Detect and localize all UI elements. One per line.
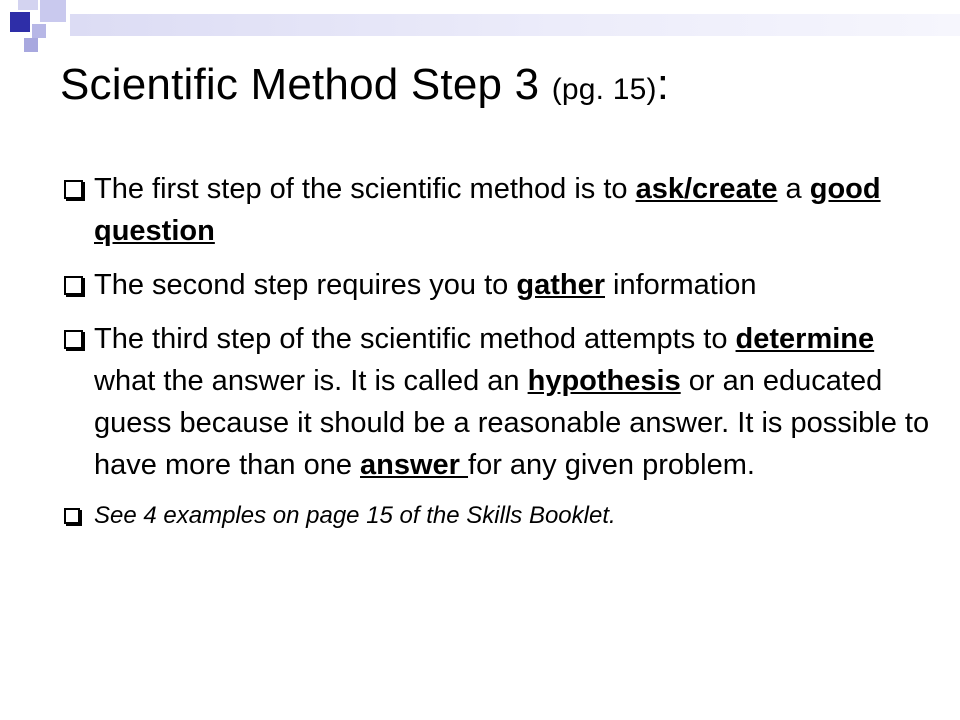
slide-title (60, 60, 669, 110)
title-page-reference: (pg. 15) (551, 73, 657, 106)
bullet-item: The second step requires you to gather information (62, 264, 942, 306)
checkbox-bullet-icon (64, 330, 83, 349)
key-term: hypothesis (527, 365, 681, 397)
bullet-list (62, 168, 942, 546)
bullet-item-note: See 4 examples on page 15 of the Skills Booklet. (62, 498, 942, 534)
title-colon: : (656, 60, 670, 109)
header-gradient-bar (70, 14, 960, 36)
checkbox-bullet-icon (64, 508, 80, 524)
bullet-item: The third step of the scientific method attempts to determine what the answer is. It is called an hypothesis or an educated guess because it should be a reasonable answer. It is possible to have more than one answer for any given problem. (62, 318, 942, 486)
corner-square-decoration (24, 38, 38, 52)
key-term: determine (735, 323, 875, 355)
key-term: answer (360, 449, 469, 481)
key-term: ask/create (635, 173, 778, 205)
key-term: gather (516, 269, 605, 301)
checkbox-bullet-icon (64, 180, 83, 199)
corner-square-decoration (32, 24, 46, 38)
corner-square-decoration (40, 0, 66, 22)
corner-square-decoration (18, 0, 38, 10)
corner-square-decoration (10, 12, 30, 32)
title-main: Scientific Method Step 3 (60, 60, 552, 109)
checkbox-bullet-icon (64, 276, 83, 295)
bullet-item: The first step of the scientific method is to ask/create a good question (62, 168, 942, 252)
key-term: good question (94, 173, 881, 247)
